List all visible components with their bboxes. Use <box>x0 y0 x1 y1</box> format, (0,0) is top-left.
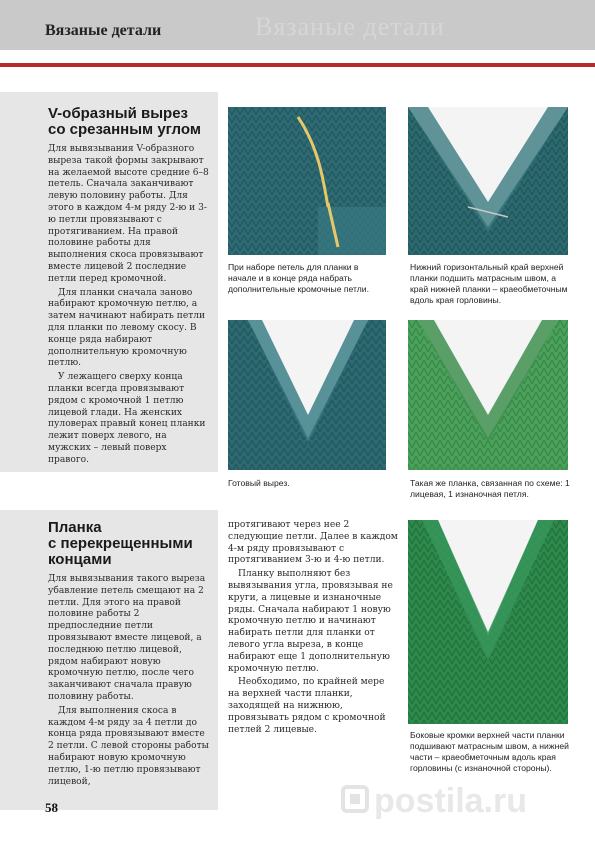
photo-band-sewing <box>408 107 568 255</box>
section-title-line: Планка <box>48 519 102 536</box>
header-ghost-text: Вязаные детали <box>255 12 445 41</box>
watermark <box>340 782 527 823</box>
photo-band-pickup <box>228 107 386 255</box>
section-title <box>48 520 193 568</box>
paragraph: Для выполнения скоса в каждом 4-м ряду за 4 петли до конца ряда провязывают вместе 2 петли. С левой стороны работы набирают новую кромочную петлю, 1-ю петлю провязывают лицевой, <box>48 705 209 787</box>
photo-rib-band <box>408 320 568 470</box>
photo-caption: При наборе петель для планки в начале и в конце ряда набрать дополнительные кромочные петли. <box>228 262 369 294</box>
paragraph: Планку выполняют без вывязывания угла, провязывая не круги, а лицевые и изнаночные ряды. Сначала набирают 1 новую кромочную петлю и начинают набирать петли для планки от левого угла выреза, в конце набирают еще 1 дополнительную кромочную петлю. <box>228 569 393 674</box>
section-title-line: концами <box>48 551 112 568</box>
paragraph: У лежащего сверху конца планки всегда провязывают рядом с кромочной 1 петлю лицевой глади. На женских пуловерах правый конец планки лежит поверх левого, на мужских – левый поверх правого. <box>48 372 206 465</box>
photo-caption: Такая же планка, связанная по схеме: 1 лицевая, 1 изнаночная петля. <box>410 478 570 499</box>
paragraph: протягивают через нее 2 следующие петли. Далее в каждом 4-м ряду провязывают с протягиванием 3-ю и 4-ю петли. <box>228 520 398 566</box>
photo-caption: Нижний горизонтальный край верхней планки подшить матрасным швом, а край нижней планки – краеобметочным вдоль края горловины. <box>410 262 568 305</box>
section-title <box>48 106 201 138</box>
paragraph: Необходимо, по крайней мере на верхней части планки, заходящей на нижнюю, провязывать рядом с кромочной петлей 2 лицевые. <box>228 677 386 735</box>
section-title-line: с перекрещенными <box>48 535 193 552</box>
paragraph: Для вывязывания такого выреза убавление петель смещают на 2 петли. Для этого на правой половине работы 2 предпоследние петли провязывают вместе лицевой, а последнюю петлю лицевой, рядом набирают новую кромочную петлю, после чего заканчивают сначала правую половину работы. <box>48 574 206 702</box>
page-number: 58 <box>45 800 58 815</box>
paragraph: Для вывязывания V-образного выреза такой формы закрывают на желаемой высоте средние 6–8 петель. Сначала заканчивают левую половину работы. Для этого в каждом 4-м ряду 2-ю и 3-ю петли провязывают с протягиванием. На правой половине работы для выполнения скоса провязывают вместе лицевой 2 последние петли перед кромочной. <box>48 144 209 284</box>
watermark-text: postila.ru <box>374 782 528 820</box>
photo-finished-neck <box>228 320 386 470</box>
paragraph: Для планки сначала заново набирают кромочную петлю, а затем начинают набирать петли для планки по левому скосу. В конце ряда набирают дополнительную кромочную петлю. <box>48 287 206 369</box>
page-title: Вязаные детали <box>45 22 162 39</box>
section-title-line: со срезанным углом <box>48 121 201 138</box>
postila-logo-icon <box>340 784 370 823</box>
section-crossed-band <box>0 510 218 810</box>
page-header <box>0 0 595 50</box>
section-body <box>48 574 210 790</box>
photo-crossed-band <box>408 520 568 724</box>
section2-column-2 <box>228 520 398 738</box>
photo-caption: Боковые кромки верхней части планки подшивают матрасным швом, а нижней части – краеобметочным вдоль края горловины (с изнаночной стороны). <box>410 730 569 773</box>
header-divider <box>0 63 595 67</box>
section-v-neck-cut-corner <box>0 92 218 472</box>
section-title-line: V-образный вырез <box>48 105 188 122</box>
photo-caption: Готовый вырез. <box>228 478 290 488</box>
section-body <box>48 144 210 469</box>
